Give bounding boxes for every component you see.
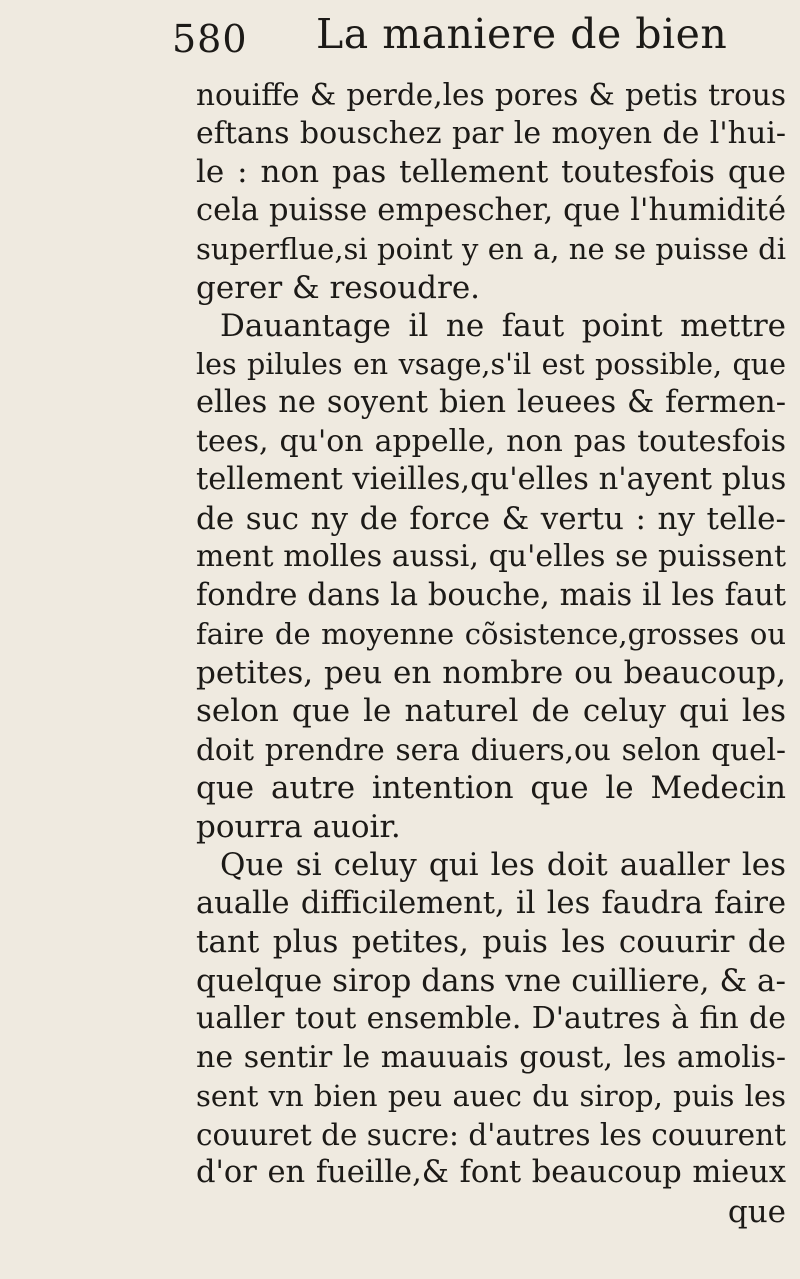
body-text <box>196 76 786 1231</box>
text-line: de suc ny de force & vertu : ny telle- <box>196 500 786 537</box>
text-line: le : non pas tellement toutesfois que <box>196 154 786 190</box>
text-line: ne sentir le mauuais goust, les amolis- <box>196 1039 786 1075</box>
page-header <box>172 10 772 74</box>
text-line: que autre intention que le Medecin <box>196 770 786 806</box>
text-line: couuret de sucre: d'autres les couurent <box>196 1117 786 1152</box>
text-line: tant plus petites, puis les couurir de <box>196 924 786 960</box>
page-number: 580 <box>172 17 248 61</box>
running-head: La maniere de bien <box>316 10 728 58</box>
text-line: les pilules en vsage,s'il est possible, que <box>196 347 786 381</box>
text-line: petites, peu en nombre ou beaucoup, <box>196 654 786 691</box>
text-line: aualle difficilement, il les faudra faire <box>196 885 786 921</box>
text-line: Que si celuy qui les doit aualler les <box>220 847 786 883</box>
text-line: d'or en fueille,& font beaucoup mieux <box>196 1155 786 1190</box>
text-line: doit prendre sera diuers,ou selon quel- <box>196 732 786 767</box>
text-line: selon que le naturel de celuy qui les <box>196 693 786 729</box>
text-line: faire de moyenne cõsistence,grosses ou <box>196 617 786 651</box>
text-line: tees, qu'on appelle, non pas toutesfois <box>196 423 786 459</box>
catchword: que <box>727 1193 786 1230</box>
text-line: cela puisse empescher, que l'humidité <box>196 192 786 228</box>
text-line: elles ne soyent bien leuees & fermen- <box>196 385 786 420</box>
text-line: superflue,si point y en a, ne se puisse di <box>196 232 786 266</box>
text-line: fondre dans la bouche, mais il les faut <box>196 577 786 613</box>
text-line: tellement vieilles,qu'elles n'ayent plus <box>196 462 787 497</box>
text-line: nouiffe & perde,les pores & petis trous <box>196 78 786 112</box>
text-line: eftans bouschez par le moyen de l'hui- <box>196 115 786 151</box>
text-line: ment molles aussi, qu'elles se puissent <box>196 539 786 574</box>
text-line: gerer & resoudre. <box>196 269 481 306</box>
text-line: pourra auoir. <box>196 808 401 845</box>
text-line: Dauantage il ne faut point mettre <box>220 308 786 344</box>
text-line: quelque sirop dans vne cuilliere, & a- <box>196 962 786 999</box>
text-line: ualler tout ensemble. D'autres à fin de <box>196 1001 786 1036</box>
text-line: sent vn bien peu auec du sirop, puis les <box>196 1079 786 1113</box>
